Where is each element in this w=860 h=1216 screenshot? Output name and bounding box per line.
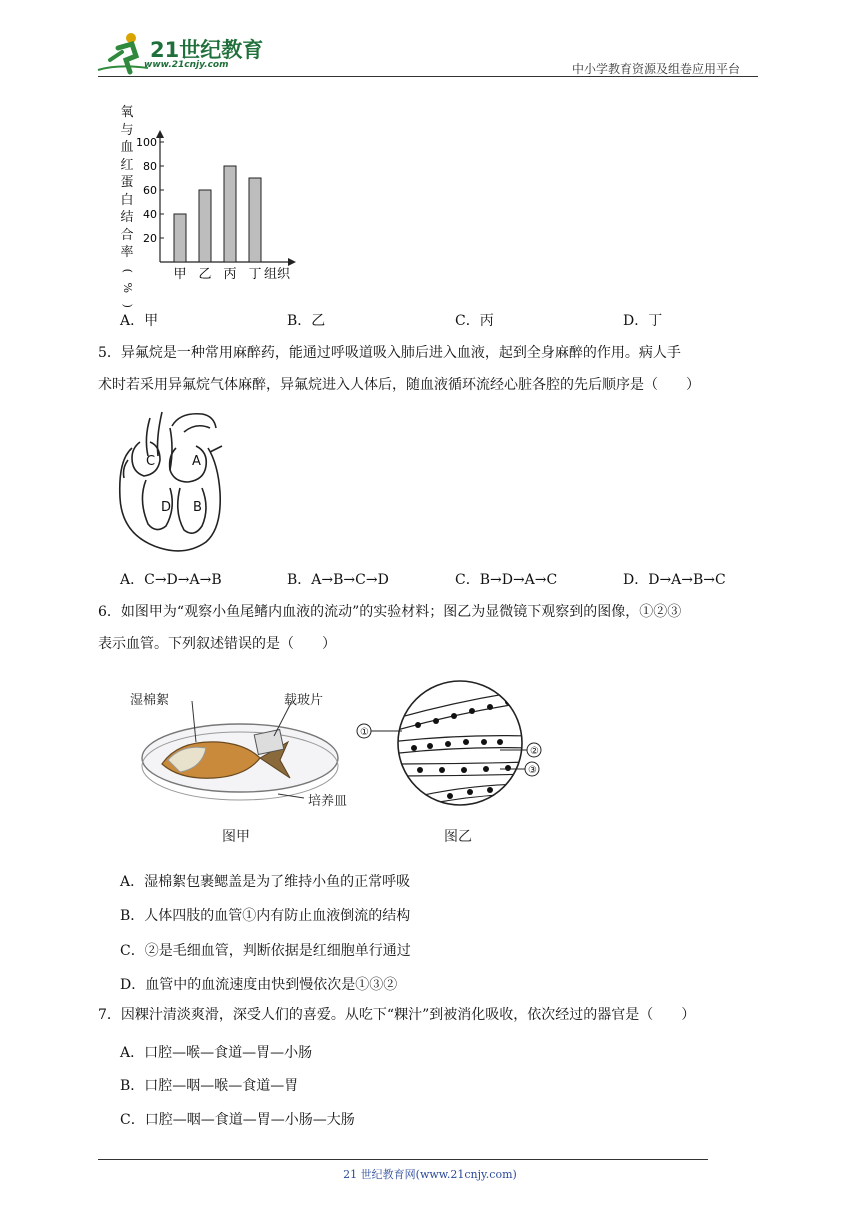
- figure-a-caption: 图甲: [222, 829, 250, 845]
- q4-option-c[interactable]: C．丙: [455, 313, 494, 329]
- chart-y-label-char: 氧: [120, 105, 134, 120]
- heart-diagram: [110, 408, 230, 556]
- q5-stem-line1: 5．异氟烷是一种常用麻醉药，能通过呼吸道吸入肺后进入血液，起到全身麻醉的作用。病人手: [98, 345, 681, 361]
- label-wet-cotton: 湿棉絮: [130, 693, 170, 708]
- chart-y-label-char: %: [120, 282, 134, 293]
- chart-y-tick-label: 20: [143, 232, 157, 245]
- q6-option-a[interactable]: A．湿棉絮包裹鳃盖是为了维持小鱼的正常呼吸: [120, 874, 411, 890]
- q7-option-c[interactable]: C．口腔—咽—食道—胃—小肠—大肠: [120, 1112, 355, 1128]
- chart-x-tick-label: 丙: [223, 267, 237, 282]
- label-petri-dish: 培养皿: [308, 794, 348, 809]
- chart-y-label-char: (: [120, 268, 134, 273]
- chart-y-label-char: 白: [120, 192, 134, 208]
- vessel-label-2: ②: [530, 746, 539, 757]
- bar-chart: [136, 130, 300, 290]
- chart-x-arrow: [288, 258, 296, 266]
- chart-y-tick-label: 40: [143, 208, 157, 221]
- chart-bar: [249, 178, 261, 262]
- q6-option-c[interactable]: C．②是毛细血管，判断依据是红细胞单行通过: [120, 943, 411, 959]
- chart-y-tick-label: 100: [136, 136, 157, 149]
- chart-y-label-char: 率: [120, 245, 134, 260]
- chart-y-axis-label: [118, 104, 136, 314]
- chart-x-tick-label: 丁: [248, 267, 262, 282]
- chart-y-tick-label: 60: [143, 184, 157, 197]
- chart-y-label-char: 结: [120, 210, 134, 225]
- q5-option-c[interactable]: C．B→D→A→C: [455, 572, 558, 588]
- vessel-label-3: ③: [528, 765, 537, 776]
- heart-label-d: D: [161, 500, 172, 515]
- heart-label-a: A: [192, 454, 201, 469]
- q4-option-b[interactable]: B．乙: [287, 313, 326, 329]
- q6-option-b[interactable]: B．人体四肢的血管①内有防止血液倒流的结构: [120, 908, 411, 924]
- chart-y-label-char: 红: [120, 157, 134, 173]
- q7-stem-line1: 7．因粿汁清淡爽滑，深受人们的喜爱。从吃下“粿汁”到被消化吸收，依次经过的器官是（ ）: [98, 1007, 696, 1023]
- figure-b-caption: 图乙: [444, 829, 472, 845]
- chart-y-label-char: 合: [120, 227, 134, 243]
- chart-y-tick-label: 80: [143, 160, 157, 173]
- chart-y-label-char: 血: [120, 140, 134, 155]
- heart-label-b: B: [193, 500, 202, 515]
- chart-x-tick-label: 乙: [198, 267, 212, 282]
- site-logo: [98, 30, 268, 76]
- heart-label-c: C: [146, 454, 156, 469]
- q7-option-a[interactable]: A．口腔—喉—食道—胃—小肠: [120, 1045, 313, 1061]
- chart-bar: [174, 214, 186, 262]
- header-divider: [98, 76, 758, 77]
- microscope-view-figure: [350, 680, 550, 810]
- q5-stem-line2: 术时若采用异氟烷气体麻醉，异氟烷进入人体后，随血液循环流经心脏各腔的先后顺序是（ ）: [98, 377, 700, 393]
- q7-option-b[interactable]: B．口腔—咽—喉—食道—胃: [120, 1078, 299, 1094]
- footer-text: 21 世纪教育网(www.21cnjy.com): [343, 1168, 517, 1181]
- vessel-label-1: ①: [360, 727, 369, 738]
- logo-text: 21世纪教育: [150, 38, 264, 62]
- logo-url: www.21cnjy.com: [144, 60, 229, 70]
- chart-y-label-char: 与: [120, 122, 134, 138]
- q5-option-d[interactable]: D．D→A→B→C: [623, 572, 726, 588]
- chart-x-tick-label: 甲: [173, 267, 187, 282]
- chart-x-axis-label: 组织: [264, 267, 291, 282]
- q6-stem-line2: 表示血管。下列叙述错误的是（ ）: [98, 636, 336, 652]
- q4-option-d[interactable]: D．丁: [623, 313, 663, 329]
- footer-divider: [98, 1159, 708, 1160]
- q5-option-a[interactable]: A．C→D→A→B: [120, 572, 222, 588]
- chart-bar: [224, 166, 236, 262]
- label-slide: 载玻片: [284, 693, 324, 708]
- q4-option-a[interactable]: A．甲: [120, 313, 159, 329]
- q5-option-b[interactable]: B．A→B→C→D: [287, 572, 389, 588]
- q6-option-d[interactable]: D．血管中的血流速度由快到慢依次是①③②: [120, 977, 398, 993]
- chart-bar: [199, 190, 211, 262]
- chart-y-label-char: ): [120, 303, 134, 308]
- chart-y-label-char: 蛋: [120, 175, 134, 190]
- q6-stem-line1: 6．如图甲为“观察小鱼尾鳍内血液的流动”的实验材料；图乙为显微镜下观察到的图像，①②③: [98, 604, 682, 620]
- chart-y-arrow: [156, 130, 164, 138]
- header-platform-text: 中小学教育资源及组卷应用平台: [572, 62, 741, 76]
